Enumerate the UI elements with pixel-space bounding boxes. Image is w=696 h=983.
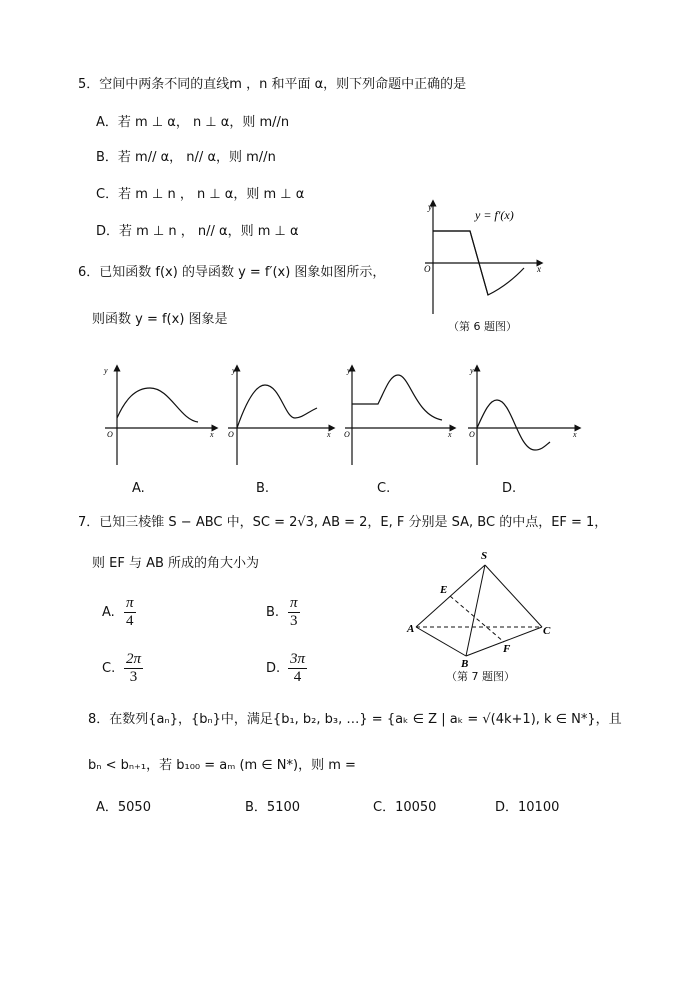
point-e: E bbox=[440, 584, 448, 596]
point-c: C bbox=[543, 625, 551, 637]
option-label-b: B. bbox=[256, 481, 270, 496]
q6-stem-2: 则函数 y = f(x) 图象是 bbox=[92, 312, 228, 327]
graph-a-y: y bbox=[104, 366, 108, 375]
q8-stem: 8．在数列{aₙ}，{bₙ}中，满足{b₁, b₂, b₃, …} = {aₖ ∈ Z | aₖ = √(4k+1), k ∈ N*}，且 bbox=[88, 712, 622, 727]
option-graph-c bbox=[345, 368, 453, 465]
q8-option-b: B．5100 bbox=[245, 800, 301, 815]
option-label-d: D. bbox=[502, 481, 517, 496]
q7-stem-2: 则 EF 与 AB 所成的角大小为 bbox=[92, 556, 260, 571]
graph-c-o: O bbox=[344, 430, 350, 439]
q7-stem: 7．已知三棱锥 S − ABC 中，SC = 2√3, AB = 2，E, F 分别是 SA, BC 的中点，EF = 1， bbox=[78, 515, 608, 530]
q8-option-d: D．10100 bbox=[495, 800, 560, 815]
option-graph-b bbox=[228, 368, 332, 465]
point-b: B bbox=[461, 658, 469, 670]
fig6-caption: （第 6 题图） bbox=[448, 320, 517, 333]
point-s: S bbox=[481, 550, 488, 562]
fig7-caption: （第 7 题图） bbox=[446, 670, 515, 683]
q5-option-a: A．若 m ⊥ α， n ⊥ α，则 m//n bbox=[96, 115, 290, 130]
fig6-x-label: x bbox=[537, 264, 541, 274]
graph-b-y: y bbox=[232, 366, 236, 375]
q5-option-b: B．若 m// α， n// α，则 m//n bbox=[96, 150, 276, 165]
point-a: A bbox=[407, 623, 415, 635]
q7-option-d-label: D. bbox=[266, 661, 281, 676]
graph-c-y: y bbox=[347, 366, 351, 375]
q7-option-c-label: C. bbox=[102, 661, 116, 676]
graph-c-x: x bbox=[448, 430, 452, 439]
q7-option-b-value: $\frac{\pi}{3}$ bbox=[290, 595, 298, 629]
q8-option-c: C．10050 bbox=[373, 800, 437, 815]
q5-stem: 5．空间中两条不同的直线m ，n 和平面 α，则下列命题中正确的是 bbox=[78, 77, 467, 92]
option-graph-d bbox=[468, 368, 578, 465]
option-graph-a bbox=[105, 368, 215, 465]
graph-b-x: x bbox=[327, 430, 331, 439]
q6-stem: 6．已知函数 f(x) 的导函数 y = f′(x) 图象如图所示， bbox=[78, 265, 386, 280]
pyramid-figure bbox=[416, 565, 542, 656]
q7-option-b-label: B. bbox=[266, 605, 280, 620]
q5-option-c: C．若 m ⊥ n ， n ⊥ α，则 m ⊥ α bbox=[96, 187, 305, 202]
q7-option-a-label: A. bbox=[102, 605, 115, 620]
q5-option-d: D．若 m ⊥ n ， n// α，则 m ⊥ α bbox=[96, 224, 299, 239]
graph-d-x: x bbox=[573, 430, 577, 439]
q8-option-a: A．5050 bbox=[96, 800, 151, 815]
fig6-function-label: y = f′(x) bbox=[475, 208, 514, 222]
q7-option-a-value: $\frac{\pi}{4}$ bbox=[126, 595, 134, 629]
graph-d-o: O bbox=[469, 430, 475, 439]
graph-a-o: O bbox=[107, 430, 113, 439]
q8-stem-2: bₙ < bₙ₊₁，若 b₁₀₀ = aₘ (m ∈ N*)，则 m = bbox=[88, 758, 356, 773]
q7-option-c-value: $\frac{2\pi}{3}$ bbox=[126, 651, 142, 685]
graph-a-x: x bbox=[210, 430, 214, 439]
fig6-y-label: y bbox=[428, 202, 432, 212]
graph-d-y: y bbox=[470, 366, 474, 375]
point-f: F bbox=[503, 643, 511, 655]
q7-option-d-value: $\frac{3\pi}{4}$ bbox=[290, 651, 306, 685]
fig6-origin: O bbox=[424, 264, 431, 274]
graph-b-o: O bbox=[228, 430, 234, 439]
option-label-c: C. bbox=[377, 481, 391, 496]
option-label-a: A. bbox=[132, 481, 145, 496]
